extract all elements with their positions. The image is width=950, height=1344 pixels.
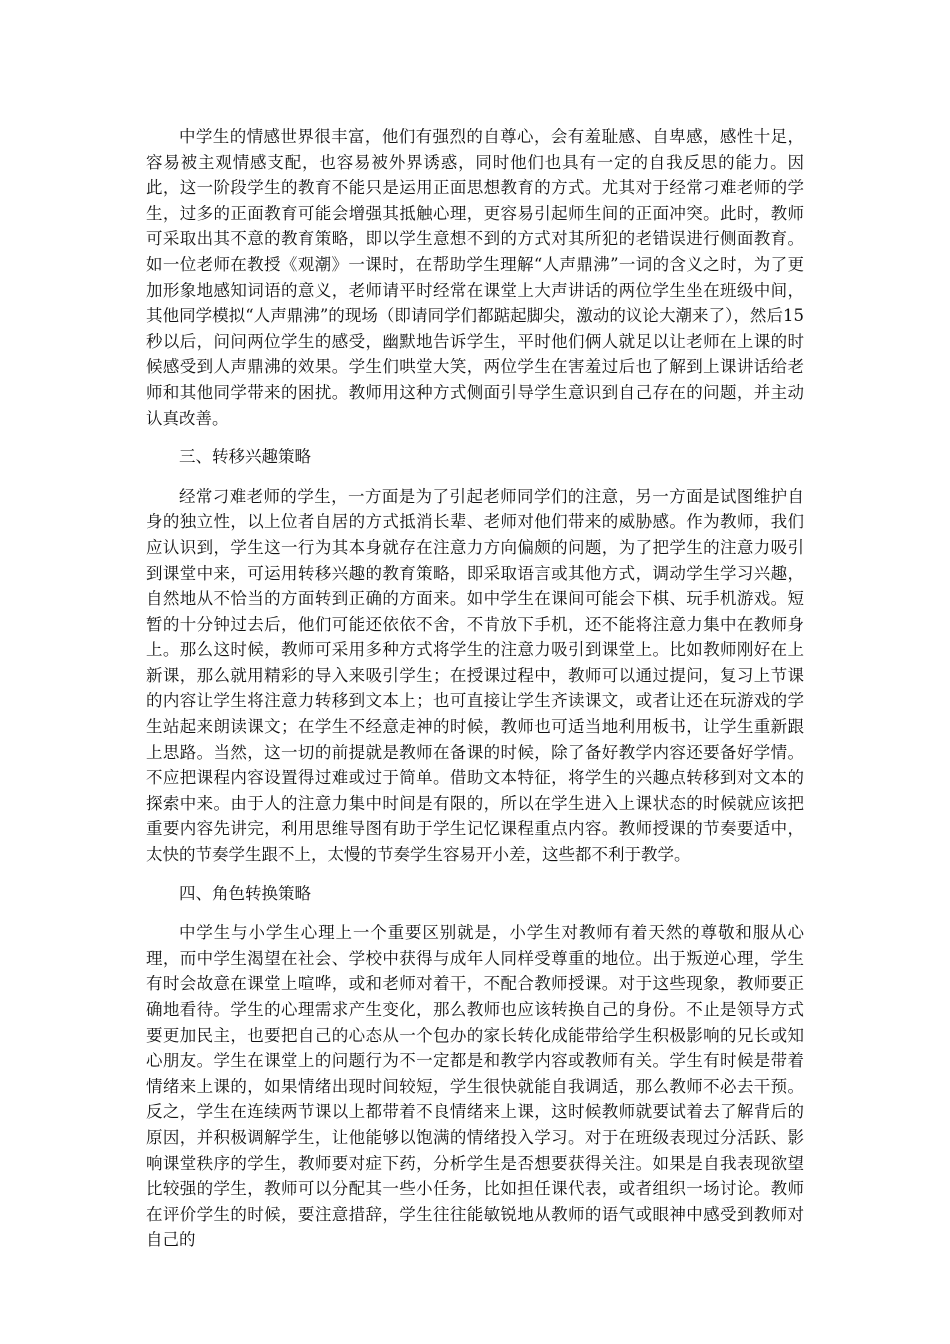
- paragraph-role-change: 中学生与小学生心理上一个重要区别就是，小学生对教师有着天然的尊敬和服从心理，而中学生渴望在社会、学校中获得与成年人同样受尊重的地位。出于叛逆心理，学生有时会故意在课堂上喧哗，或和老师对着干，不配合教师授课。对于这些现象，教师要正确地看待。学生的心理需求产生变化，那么教师也应该转换自己的身份。不止是领导方式要更加民主，也要把自己的心态从一个包办的家长转化成能带给学生积极影响的兄长或知心朋友。学生在课堂上的问题行为不一定都是和教学内容或教师有关。学生有时候是带着情绪来上课的，如果情绪出现时间较短，学生很快就能自我调适，那么教师不必去干预。反之，学生在连续两节课以上都带着不良情绪来上课，这时候教师就要试着去了解背后的原因，并积极调解学生，让他能够以饱满的情绪投入学习。对于在班级表现过分活跃、影响课堂秩序的学生，教师要对症下药，分析学生是否想要获得关注。如果是自我表现欲望比较强的学生，教师可以分配其一些小任务，比如担任课代表，或者组织一场讨论。教师在评价学生的时候，要注意措辞，学生往往能敏锐地从教师的语气或眼神中感受到教师对自己的: [146, 923, 804, 1250]
- document-page: [146, 124, 804, 1253]
- paragraph-interest-transfer: 经常刁难老师的学生，一方面是为了引起老师同学们的注意，另一方面是试图维护自身的独立性，以上位者自居的方式抵消长辈、老师对他们带来的威胁感。作为教师，我们应认识到，学生这一行为其本身就存在注意力方向偏颇的问题，为了把学生的注意力吸引到课堂中来，可运用转移兴趣的教育策略，即采取语言或其他方式，调动学生学习兴趣，自然地从不恰当的方面转到正确的方面来。如中学生在课间可能会下棋、玩手机游戏。短暂的十分钟过去后，他们可能还依依不舍，不肯放下手机，还不能将注意力集中在教师身上。那么这时候，教师可采用多种方式将学生的注意力吸引到课堂上。比如教师刚好在上新课，那么就用精彩的导入来吸引学生；在授课过程中，教师可以通过提问，复习上节课的内容让学生将注意力转移到文本上；也可直接让学生齐读课文，或者让还在玩游戏的学生站起来朗读课文；在学生不经意走神的时候，教师也可适当地利用板书，让学生重新跟上思路。当然，这一切的前提就是教师在备课的时候，除了备好教学内容还要备好学情。不应把课程内容设置得过难或过于简单。借助文本特征，将学生的兴趣点转移到对文本的探索中来。由于人的注意力集中时间是有限的，所以在学生进入上课状态的时候就应该把重要内容先讲完，利用思维导图有助于学生记忆课程重点内容。教师授课的节奏要适中，太快的节奏学生跟不上，太慢的节奏学生容易开小差，这些都不利于教学。: [146, 486, 804, 865]
- paragraph-side-education: 中学生的情感世界很丰富，他们有强烈的自尊心，会有羞耻感、自卑感，感性十足，容易被主观情感支配，也容易被外界诱惑，同时他们也具有一定的自我反思的能力。因此，这一阶段学生的教育不能只是运用正面思想教育的方式。尤其对于经常刁难老师的学生，过多的正面教育可能会增强其抵触心理，更容易引起师生间的正面冲突。此时，教师可采取出其不意的教育策略，即以学生意想不到的方式对其所犯的老错误进行侧面教育。如一位老师在教授《观潮》一课时，在帮助学生理解“人声鼎沸”一词的含义之时，为了更加形象地感知词语的意义，老师请平时经常在课堂上大声讲话的两位学生坐在班级中间，其他同学模拟“人声鼎沸”的现场（即请同学们都踮起脚尖，激动的议论大潮来了），然后15秒以后，问问两位学生的感受，幽默地告诉学生，平时他们俩人就足以让老师在上课的时候感受到人声鼎沸的效果。学生们哄堂大笑，两位学生在害羞过后也了解到上课讲话给老师和其他同学带来的困扰。教师用这种方式侧面引导学生意识到自己存在的问题，并主动认真改善。: [146, 127, 804, 428]
- section-heading-interest-transfer: 三、转移兴趣策略: [179, 447, 311, 467]
- section-heading-role-change: 四、角色转换策略: [179, 883, 311, 903]
